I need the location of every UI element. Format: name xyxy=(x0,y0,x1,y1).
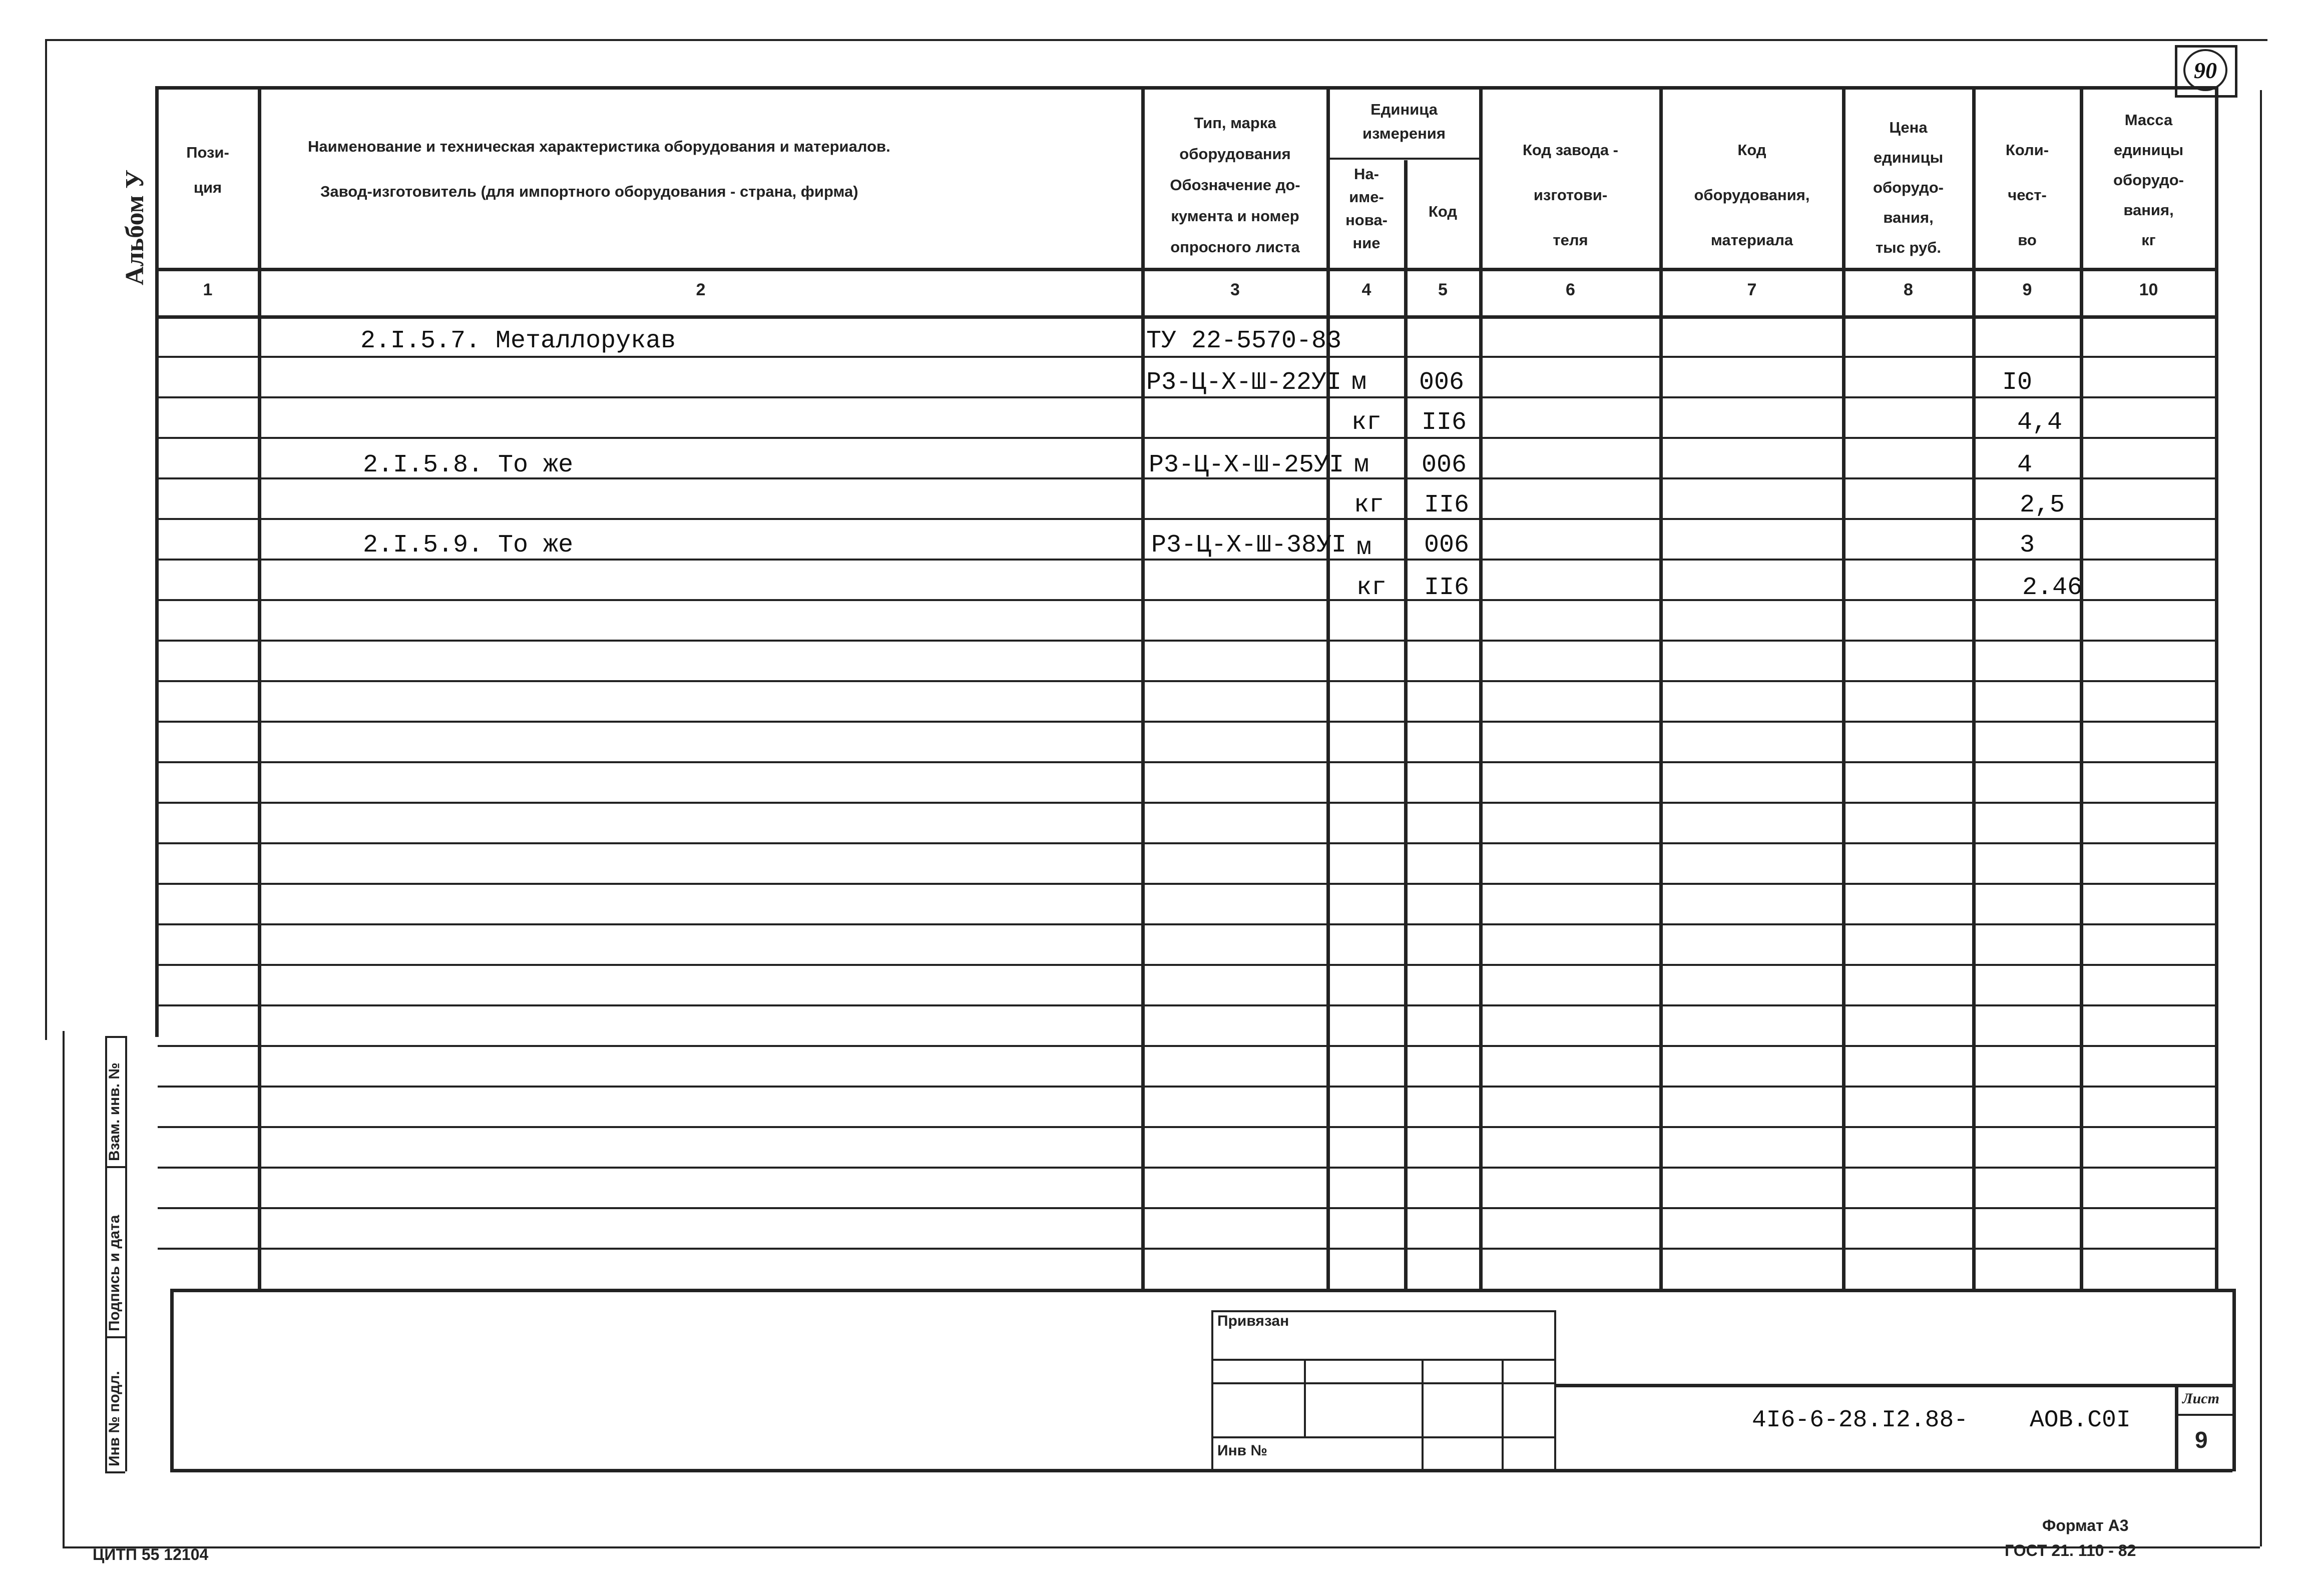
table-row-line xyxy=(158,761,2215,763)
outer-frame-right xyxy=(2260,90,2262,1546)
side-stamp-div2 xyxy=(105,1336,125,1338)
table-row-line xyxy=(158,1126,2215,1128)
table-row-line xyxy=(158,721,2215,723)
side-stamp-right xyxy=(125,1036,127,1471)
header-unit-code: Код xyxy=(1428,203,1458,220)
row4-name: 2.I.5.8. То же xyxy=(363,451,574,479)
table-row-line xyxy=(158,680,2215,682)
list-number: 9 xyxy=(2195,1427,2208,1453)
col-sep-3 xyxy=(1326,86,1330,1290)
side-stamp-podpis: Подпись и дата xyxy=(106,1215,123,1331)
col-sep-1 xyxy=(258,86,261,1290)
colnum-6: 6 xyxy=(1566,280,1575,299)
row7-code: II6 xyxy=(1424,574,1470,602)
row6-code: 006 xyxy=(1424,531,1470,560)
inv-no-label: Инв № xyxy=(1217,1442,1267,1459)
col-sep-2 xyxy=(1141,86,1145,1290)
header-quantity: Коли- чест- во xyxy=(2005,141,2049,249)
table-header-bottom xyxy=(155,268,2217,271)
row5-qty: 2,5 xyxy=(2020,491,2065,519)
row4-type: Р3-Ц-Х-Ш-25УI xyxy=(1149,451,1344,479)
row1-name: 2.I.5.7. Металлорукав xyxy=(360,327,676,355)
table-row-line xyxy=(158,518,2215,520)
outer-frame-left-lower xyxy=(63,1031,65,1546)
side-stamp-inv-podl: Инв № подл. xyxy=(106,1371,123,1466)
row2-qty: I0 xyxy=(2002,368,2033,397)
header-equipment-code: Код оборудования, материала xyxy=(1694,141,1810,249)
outer-frame-top-right xyxy=(541,39,2267,41)
outer-frame-left xyxy=(45,39,47,1040)
row4-qty: 4 xyxy=(2017,451,2033,479)
privyazan-top xyxy=(1211,1310,1554,1312)
table-left xyxy=(155,86,159,1037)
row2-type: Р3-Ц-Х-Ш-22УI xyxy=(1146,368,1342,397)
col-sep-6 xyxy=(1659,86,1663,1290)
colnum-3: 3 xyxy=(1230,280,1240,299)
row3-qty: 4,4 xyxy=(2017,408,2063,437)
colnum-7: 7 xyxy=(1747,280,1757,299)
colnum-8: 8 xyxy=(1904,280,1913,299)
header-position: Пози- ция xyxy=(186,144,229,196)
table-row-line xyxy=(158,1167,2215,1169)
privyazan-label: Привязан xyxy=(1217,1313,1289,1329)
header-name-line1: Наименование и техническая характеристика оборудования и материалов. xyxy=(308,138,890,155)
row3-unit: кг xyxy=(1351,408,1382,437)
list-label: Лист xyxy=(2182,1390,2219,1407)
table-row-line xyxy=(158,640,2215,642)
album-label: Альбом У xyxy=(121,169,149,285)
table-row-line xyxy=(158,1086,2215,1088)
table-bottom xyxy=(170,1289,2232,1292)
privyazan-col3 xyxy=(1502,1359,1504,1469)
list-box-left xyxy=(2175,1384,2178,1469)
col-sep-4 xyxy=(1404,160,1408,1290)
side-stamp-vzam: Взам. инв. № xyxy=(106,1062,123,1161)
outer-frame-top xyxy=(45,39,546,41)
table-row-line xyxy=(158,1004,2215,1006)
doc-suffix: АОВ.С0I xyxy=(2030,1407,2131,1434)
table-right xyxy=(2215,86,2218,1290)
col-sep-9 xyxy=(2080,86,2083,1290)
outer-frame-bottom xyxy=(63,1546,2260,1548)
header-type: Тип, марка оборудования Обозначение до- кумента и номер опросного листа xyxy=(1170,114,1300,256)
row6-unit: м xyxy=(1356,534,1372,562)
header-price: Цена единицы оборудо- вания, тыс руб. xyxy=(1873,119,1944,256)
table-row-line xyxy=(158,923,2215,925)
row6-name: 2.I.5.9. То же xyxy=(363,531,574,560)
footer-gost: ГОСТ 21. 110 - 82 xyxy=(2005,1541,2136,1559)
header-name-line2: Завод-изготовитель (для импортного оборудования - страна, фирма) xyxy=(320,183,858,200)
row5-code: II6 xyxy=(1424,491,1470,519)
header-mass: Масса единицы оборудо- вания, кг xyxy=(2113,111,2184,249)
col-sep-8 xyxy=(1972,86,1976,1290)
col-sep-7 xyxy=(1842,86,1846,1290)
list-box-divider xyxy=(2175,1414,2232,1416)
title-block-bottom xyxy=(170,1469,2232,1472)
header-unit-name: На- име- нова- ние xyxy=(1345,165,1388,252)
row5-unit: кг xyxy=(1354,491,1385,519)
colnum-4: 4 xyxy=(1361,280,1371,299)
side-stamp-div1 xyxy=(105,1166,125,1168)
row6-type: Р3-Ц-Х-Ш-38УI xyxy=(1151,531,1347,560)
table-numbers-bottom xyxy=(155,315,2217,319)
table-row-line xyxy=(158,883,2215,885)
table-row-line xyxy=(158,437,2215,439)
col-sep-5 xyxy=(1479,86,1483,1290)
row2-unit: м xyxy=(1351,368,1367,397)
row1-type: ТУ 22-5570-83 xyxy=(1146,327,1342,355)
side-stamp-top xyxy=(105,1036,125,1038)
table-row-line xyxy=(158,1045,2215,1047)
header-unit-group: Единица измерения xyxy=(1362,101,1446,142)
table-row-line xyxy=(158,964,2215,966)
colnum-2: 2 xyxy=(696,280,706,299)
side-stamp-bottom xyxy=(105,1471,125,1473)
colnum-9: 9 xyxy=(2022,280,2032,299)
row2-code: 006 xyxy=(1419,368,1465,397)
sheet-badge-circle xyxy=(2183,49,2227,91)
row7-qty: 2.46 xyxy=(2022,574,2083,602)
colnum-10: 10 xyxy=(2139,280,2158,299)
sheet-badge-number: 90 xyxy=(2194,57,2217,83)
row6-qty: 3 xyxy=(2020,531,2035,560)
table-row-line xyxy=(158,842,2215,844)
row4-unit: м xyxy=(1354,451,1369,479)
footer-format: Формат А3 xyxy=(2042,1516,2129,1534)
table-row-line xyxy=(158,1248,2215,1250)
colnum-1: 1 xyxy=(203,280,213,299)
header-factory-code: Код завода - изготови- теля xyxy=(1522,141,1618,249)
colnum-5: 5 xyxy=(1438,280,1448,299)
table-row-line xyxy=(158,1207,2215,1209)
title-block-left xyxy=(170,1289,174,1471)
title-code-line xyxy=(1554,1384,2232,1387)
table-row-line xyxy=(158,802,2215,804)
doc-code: 4I6-6-28.I2.88- xyxy=(1752,1407,1969,1434)
privyazan-right xyxy=(1554,1310,1556,1469)
footer-cintp: ЦИТП 55 12104 xyxy=(93,1545,209,1563)
unit-group-divider xyxy=(1326,158,1479,160)
table-top xyxy=(155,86,2217,90)
privyazan-left xyxy=(1211,1310,1213,1469)
title-block-right xyxy=(2232,1289,2236,1471)
privyazan-col1 xyxy=(1304,1359,1306,1436)
table-row-line xyxy=(158,599,2215,601)
row4-code: 006 xyxy=(1422,451,1467,479)
row7-unit: кг xyxy=(1356,574,1387,602)
privyazan-col2 xyxy=(1422,1359,1424,1469)
row3-code: II6 xyxy=(1422,408,1467,437)
